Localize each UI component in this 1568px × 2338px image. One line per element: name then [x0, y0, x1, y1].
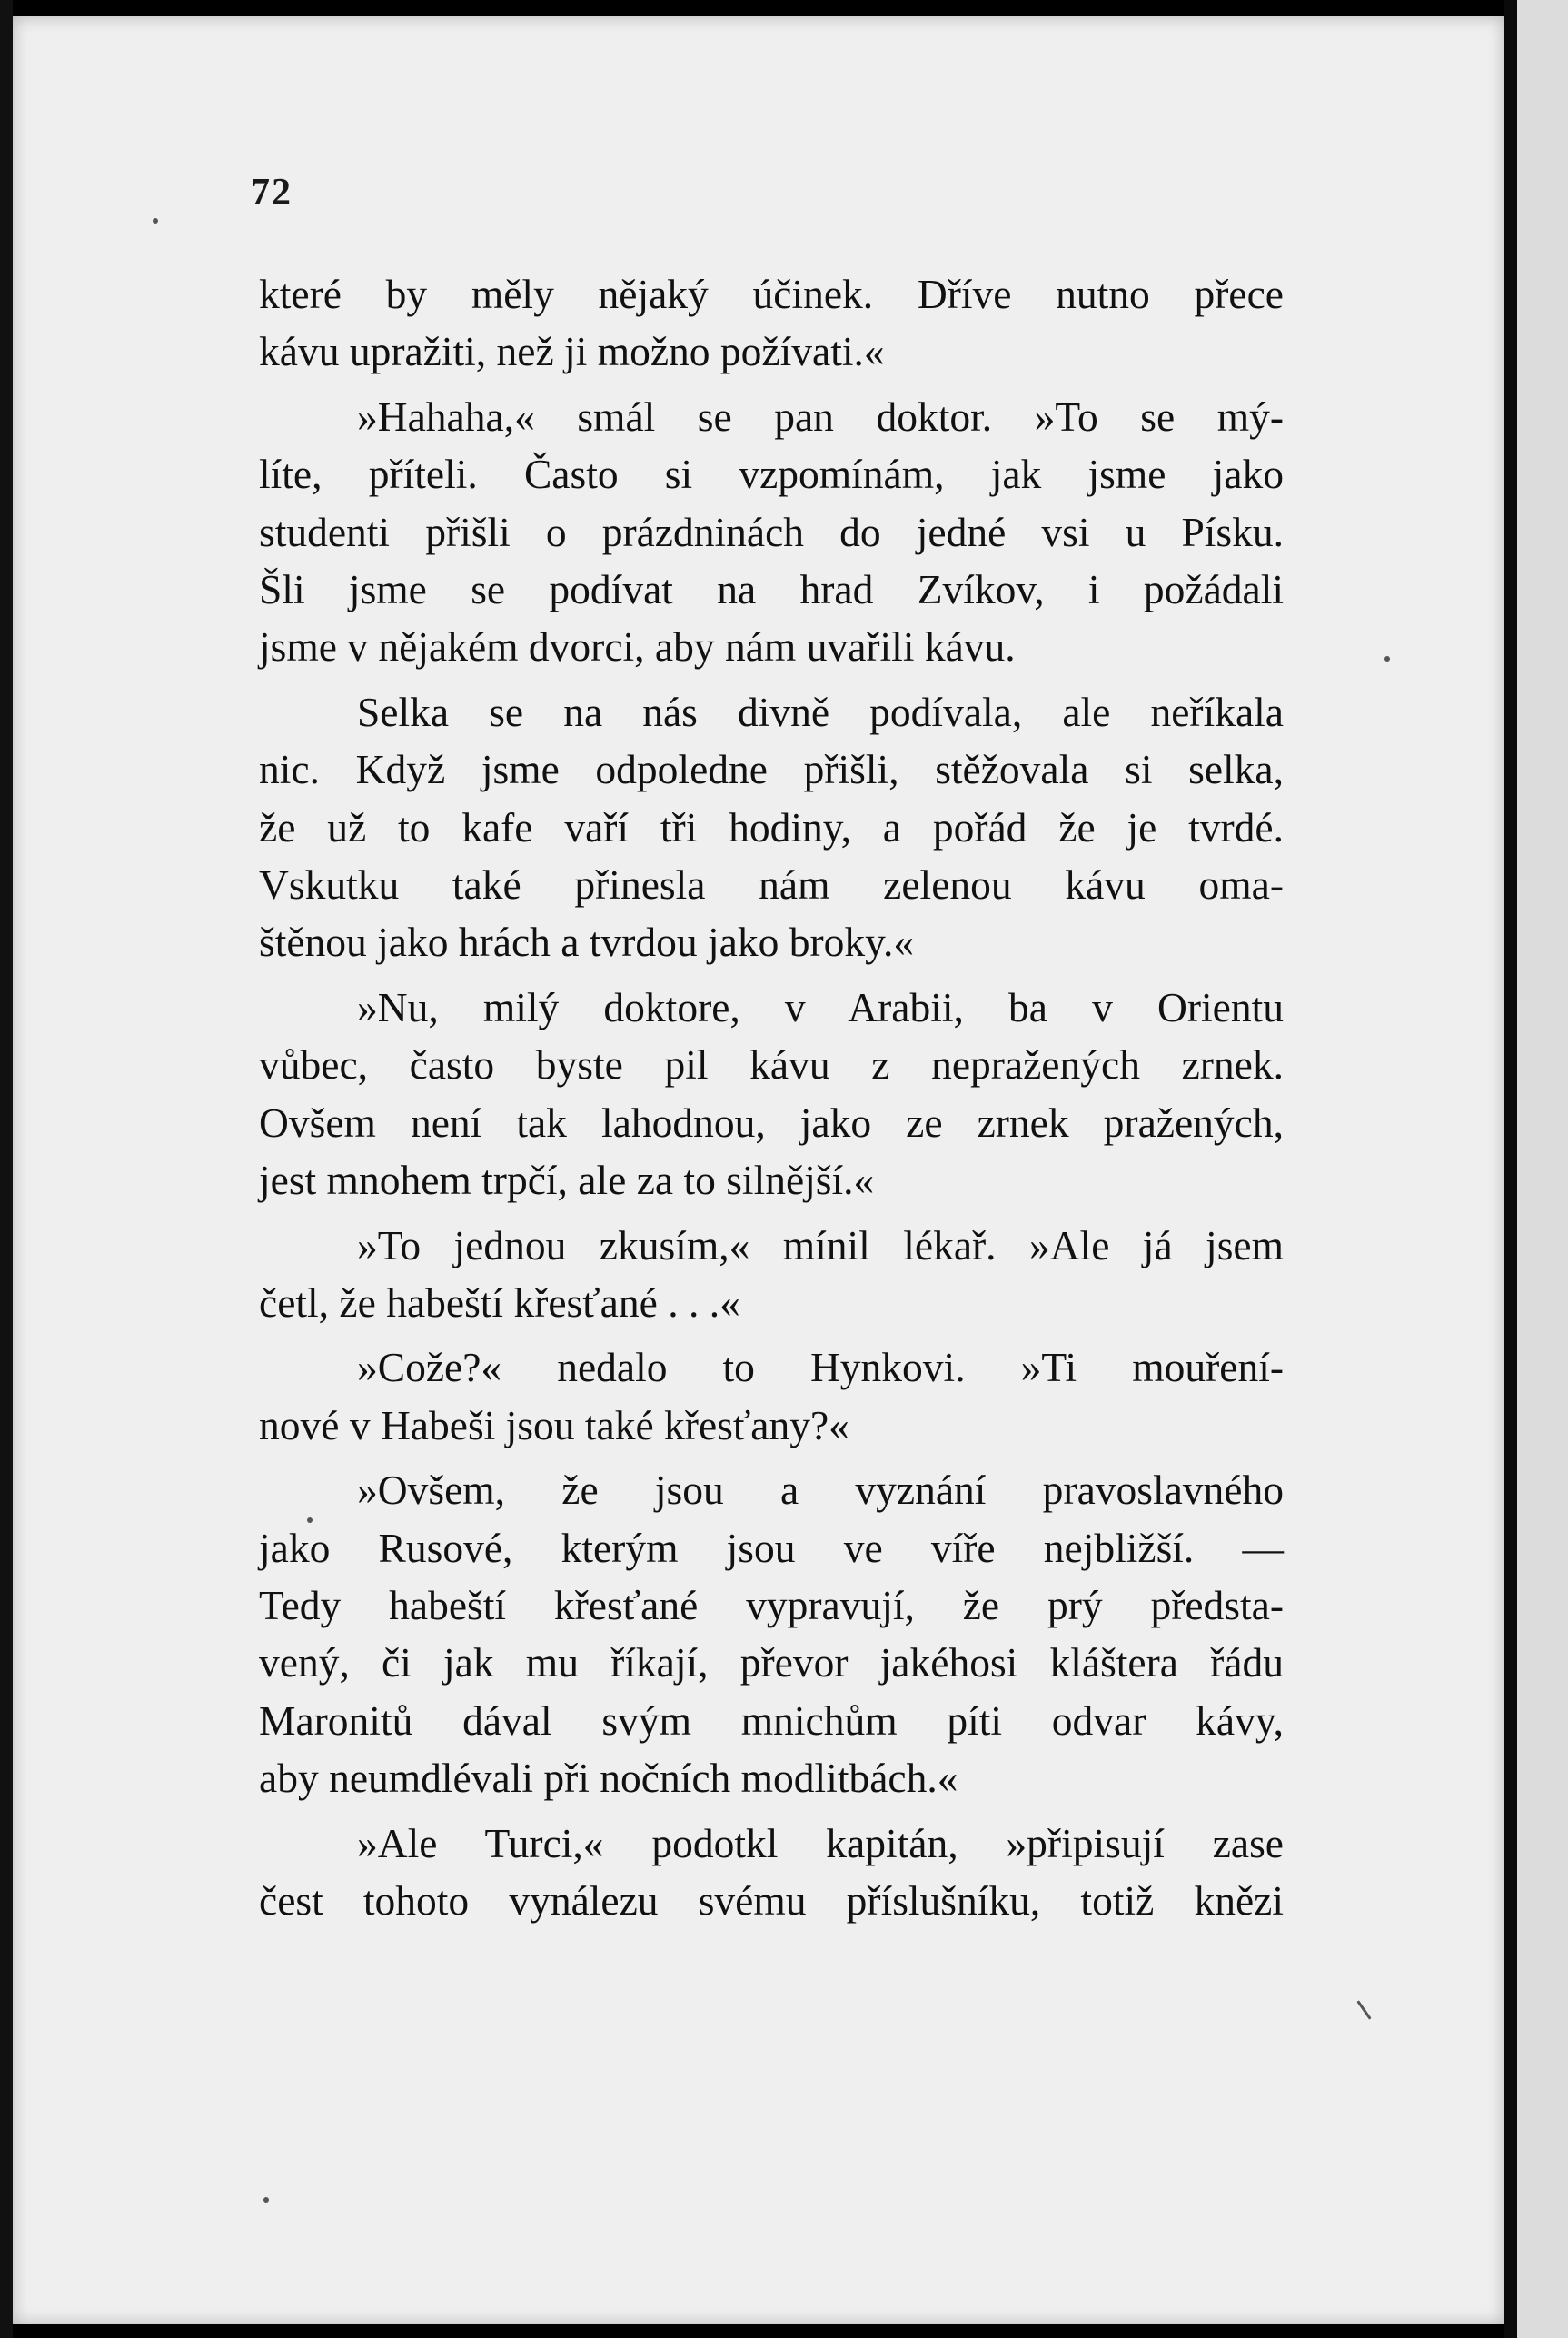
text-line: Tedy habeští křesťané vypravují, že prý předsta- [259, 1581, 1284, 1628]
page-gutter [1504, 0, 1517, 2338]
text-line: jest mnohem trpčí, ale za to silnější.« [259, 1157, 875, 1204]
paragraph [259, 265, 1284, 381]
page-number: 72 [251, 172, 293, 214]
paragraph [259, 979, 1284, 1209]
scan-background-left [0, 0, 13, 2338]
text-line: líte, příteli. Často si vzpomínám, jak jsme jako [259, 451, 1284, 498]
text-line: »Ale Turci,« podotkl kapitán, »připisují zase [357, 1819, 1284, 1866]
paragraph [259, 1217, 1284, 1332]
adjacent-page-edge [1517, 0, 1568, 2338]
text-line: čest tohoto vynálezu svému příslušníku, totiž knězi [259, 1876, 1284, 1924]
text-line: nové v Habeši jsou také křesťany?« [259, 1401, 849, 1448]
paragraph [259, 1338, 1284, 1454]
text-line: vený, či jak mu říkají, převor jakéhosi kláštera řádu [259, 1639, 1284, 1686]
dust-speck [1384, 656, 1390, 662]
text-line: kávu upražiti, než ji možno požívati.« [259, 328, 885, 375]
text-line: Maronitů dával svým mnichům píti odvar kávy, [259, 1696, 1284, 1744]
dust-speck [263, 2197, 269, 2203]
dust-speck [153, 218, 158, 224]
paragraph [259, 683, 1284, 971]
text-line: »To jednou zkusím,« mínil lékař. »Ale já jsem [357, 1221, 1284, 1268]
text-line: aby neumdlévali při nočních modlitbách.« [259, 1755, 958, 1802]
text-line: četl, že habeští křesťané . . .« [259, 1278, 740, 1326]
text-line: Selka se na nás divně podívala, ale neříkala [357, 688, 1284, 735]
text-line: štěnou jako hrách a tvrdou jako broky.« [259, 919, 915, 966]
text-line: »Nu, milý doktore, v Arabii, ba v Orientu [357, 983, 1284, 1030]
text-line: vůbec, často byste pil kávu z nepražených zrnek. [259, 1041, 1284, 1089]
text-line: že už to kafe vaří tři hodiny, a pořád že je tvrdé. [259, 803, 1284, 851]
text-line: jsme v nějakém dvorci, aby nám uvařili kávu. [259, 623, 1016, 671]
text-line: studenti přišli o prázdninách do jedné vsi u Písku. [259, 508, 1284, 555]
text-line: Ovšem není tak lahodnou, jako ze zrnek pražených, [259, 1099, 1284, 1146]
text-line: nic. Když jsme odpoledne přišli, stěžovala si selka, [259, 746, 1284, 793]
text-line: »Ovšem, že jsou a vyznání pravoslavného [357, 1467, 1284, 1514]
text-line: Vskutku také přinesla nám zelenou kávu oma- [259, 861, 1284, 909]
paragraph [259, 388, 1284, 676]
text-line: »Hahaha,« smál se pan doktor. »To se mý- [357, 393, 1284, 440]
paragraph [259, 1461, 1284, 1806]
text-line: které by měly nějaký účinek. Dříve nutno přece [259, 271, 1284, 317]
paragraph [259, 1815, 1284, 1930]
text-line: jako Rusové, kterým jsou ve víře nejbližší. — [259, 1524, 1284, 1571]
body-text [259, 265, 1284, 1929]
text-line: Šli jsme se podívat na hrad Zvíkov, i požádali [259, 566, 1284, 613]
text-line: »Cože?« nedalo to Hynkovi. »Ti mouření- [357, 1344, 1284, 1391]
